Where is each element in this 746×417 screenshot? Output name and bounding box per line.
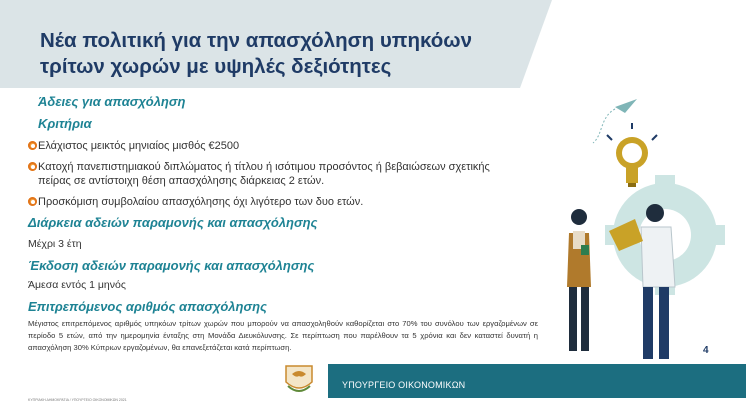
issuance-heading: Έκδοση αδειών παραμονής και απασχόλησης	[28, 258, 315, 273]
criteria-text: Ελάχιστος μεικτός μηνιαίος μισθός €2500	[38, 140, 240, 152]
issuance-value: Άμεσα εντός 1 μηνός	[28, 279, 126, 291]
bullet-icon	[28, 141, 37, 150]
ministry-label: ΥΠΟΥΡΓΕΙΟ ΟΙΚΟΝΟΜΙΚΩΝ	[342, 380, 466, 390]
bullet-icon	[28, 197, 37, 206]
title-line-1: Νέα πολιτική για την απασχόληση υπηκόων	[40, 29, 472, 52]
illustration	[545, 95, 735, 365]
criteria-text: Προσκόμιση συμβολαίου απασχόλησης όχι λιγότερο των δυο ετών.	[38, 196, 364, 208]
lightbulb-icon	[607, 123, 657, 187]
permits-heading: Άδειες για απασχόληση	[38, 94, 186, 109]
duration-value: Μέχρι 3 έτη	[28, 238, 82, 250]
paper-plane-icon	[593, 99, 637, 143]
cyprus-emblem-icon	[278, 356, 320, 398]
criteria-text: Κατοχή πανεπιστημιακού διπλώματος ή τίτλου ή ισότιμου προσόντος ή βεβαιώσεων σχετικής πείρας σε αντίστοιχη θέση απασχόλησης διάρκειας 2 ετών.	[38, 161, 490, 187]
criteria-heading: Κριτήρια	[38, 116, 92, 131]
page-title	[40, 28, 472, 80]
criteria-item	[38, 160, 508, 188]
duration-heading: Διάρκεια αδειών παραμονής και απασχόλησης	[28, 215, 318, 230]
bullet-icon	[28, 162, 37, 171]
footer-small-text: ΚΥΠΡΙΑΚΗ ΔΗΜΟΚΡΑΤΙΑ / ΥΠΟΥΡΓΕΙΟ ΟΙΚΟΝΟΜΙΚΩΝ 2021	[28, 398, 127, 402]
allowed-heading: Επιτρεπόμενος αριθμός απασχόλησης	[28, 299, 267, 314]
title-line-2: τρίτων χωρών με υψηλές δεξιότητες	[40, 55, 392, 78]
criteria-item	[38, 195, 508, 209]
criteria-item	[38, 139, 508, 153]
allowed-paragraph: Μέγιστος επιτρεπόμενος αριθμός υπηκόων τρίτων χωρών που μπορούν να απασχοληθούν καθορίζεται στο 70% του συνόλου των εργαζομένων σε περίοδο 5 ετών, από την ημερομηνία ένταξης στη Μονάδα Διευκόλυνσης. Σε περίπτωση που παρέλθουν τα 5 χρόνια και δεν καταστεί δυνατή η απασχόληση 30% Κύπριων εργαζομένων, θα επανεξετάζεται κατά περίπτωση.	[28, 319, 538, 352]
woman-figure	[567, 209, 591, 351]
page-number: 4	[703, 345, 709, 356]
